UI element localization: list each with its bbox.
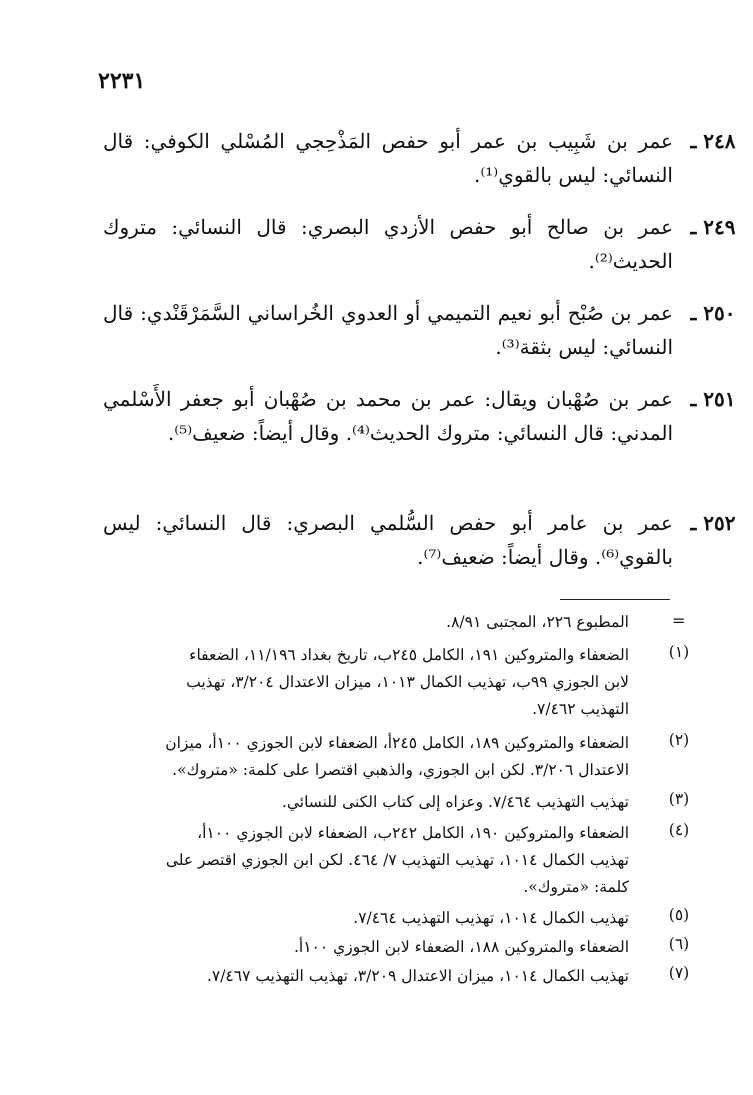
entry-249	[103, 210, 736, 278]
entry-252	[103, 506, 736, 574]
entry-text: عمر بن شَبِيب بن عمر أبو حفص المَذْحِجي المُسْلي الكوفي: قال النسائي: ليس بالقوي⁽¹⁾.	[103, 129, 673, 187]
entry-248	[103, 124, 736, 192]
entry-text: عمر بن صُبْح أبو نعيم التميمي أو العدوي الخُراساني السَّمَرْقَنْدي: قال النسائي: ليس بثقة⁽³⁾.	[103, 301, 673, 359]
footnote-line: تهذيب التهذيب ٧/٤٦٤. وعزاه إلى كتاب الكنى للنسائي.	[281, 793, 629, 811]
footnote-line: المطبوع ٢٢٦، المجتبى ٨/٩١.	[446, 613, 629, 631]
entry-number: ٢٤٨ ـ	[690, 129, 736, 153]
footnote-marker: (٦)	[668, 935, 690, 953]
footnote-line: الضعفاء والمتروكين ١٩١، الكامل ٢٤٥ب، تاريخ بغداد ١١/١٩٦، الضعفاء	[189, 646, 629, 664]
footnote-marker: (٢)	[668, 731, 690, 749]
entry-text: عمر بن عامر أبو حفص السُّلمي البصري: قال النسائي: ليس بالقوي⁽⁶⁾. وقال أيضاً: ضعيف⁽⁷⁾.	[103, 511, 673, 569]
footnote-marker: (٣)	[668, 790, 690, 808]
footnote-line: تهذيب الكمال ١٠١٤، تهذيب التهذيب ٧/٤٦٤.	[353, 909, 629, 927]
entry-text: عمر بن صُهْبان ويقال: عمر بن محمد بن صُهْبان أبو جعفر الأَسْلمي المدني: قال النسائي: متروك الحديث⁽⁴⁾. وقال أيضاً: ضعيف⁽⁵⁾.	[103, 387, 673, 445]
entry-number: ٢٥١ ـ	[690, 387, 736, 411]
footnote-marker: (١)	[668, 643, 690, 661]
page-number: ٢٢٣١	[98, 68, 146, 94]
footnote-marker: (٤)	[668, 821, 690, 839]
entry-number: ٢٥٢ ـ	[690, 511, 736, 535]
footnote-line: الضعفاء والمتروكين ١٨٨، الضعفاء لابن الجوزي ١٠٠أ.	[293, 938, 629, 956]
footnote-line: كلمة: «متروك».	[523, 878, 629, 896]
entry-number: ٢٤٩ ـ	[690, 215, 736, 239]
entry-250	[103, 296, 736, 364]
footnote-line: الضعفاء والمتروكين ١٨٩، الكامل ٢٤٥أ، الضعفاء لابن الجوزي ١٠٠أ، ميزان	[165, 734, 629, 752]
footnote-line: تهذيب الكمال ١٠١٤، ميزان الاعتدال ٣/٢٠٩، تهذيب التهذيب ٧/٤٦٧.	[206, 967, 629, 985]
footnote-marker: (٧)	[668, 964, 690, 982]
entry-number: ٢٥٠ ـ	[690, 301, 736, 325]
footnote-line: تهذيب الكمال ١٠١٤، تهذيب التهذيب ٧/ ٤٦٤. لكن ابن الجوزي اقتصر على	[165, 851, 629, 869]
continuation-mark: =	[672, 611, 686, 630]
footnote-line: الاعتدال ٣/٢٠٦. لكن ابن الجوزي، والذهبي اقتصرا على كلمة: «متروك».	[172, 761, 629, 779]
footnote-line: التهذيب ٧/٤٦٢.	[532, 700, 629, 718]
entry-text: عمر بن صالح أبو حفص الأزدي البصري: قال النسائي: متروك الحديث⁽²⁾.	[103, 215, 673, 273]
footnote-line: لابن الجوزي ٩٩ب، تهذيب الكمال ١٠١٣، ميزان الاعتدال ٣/٢٠٤، تهذيب	[186, 673, 629, 691]
footnote-marker: (٥)	[668, 906, 690, 924]
footnote-line: الضعفاء والمتروكين ١٩٠، الكامل ٢٤٢ب، الضعفاء لابن الجوزي ١٠٠أ،	[197, 824, 629, 842]
footnote-divider	[560, 599, 670, 600]
entry-251	[103, 382, 736, 450]
